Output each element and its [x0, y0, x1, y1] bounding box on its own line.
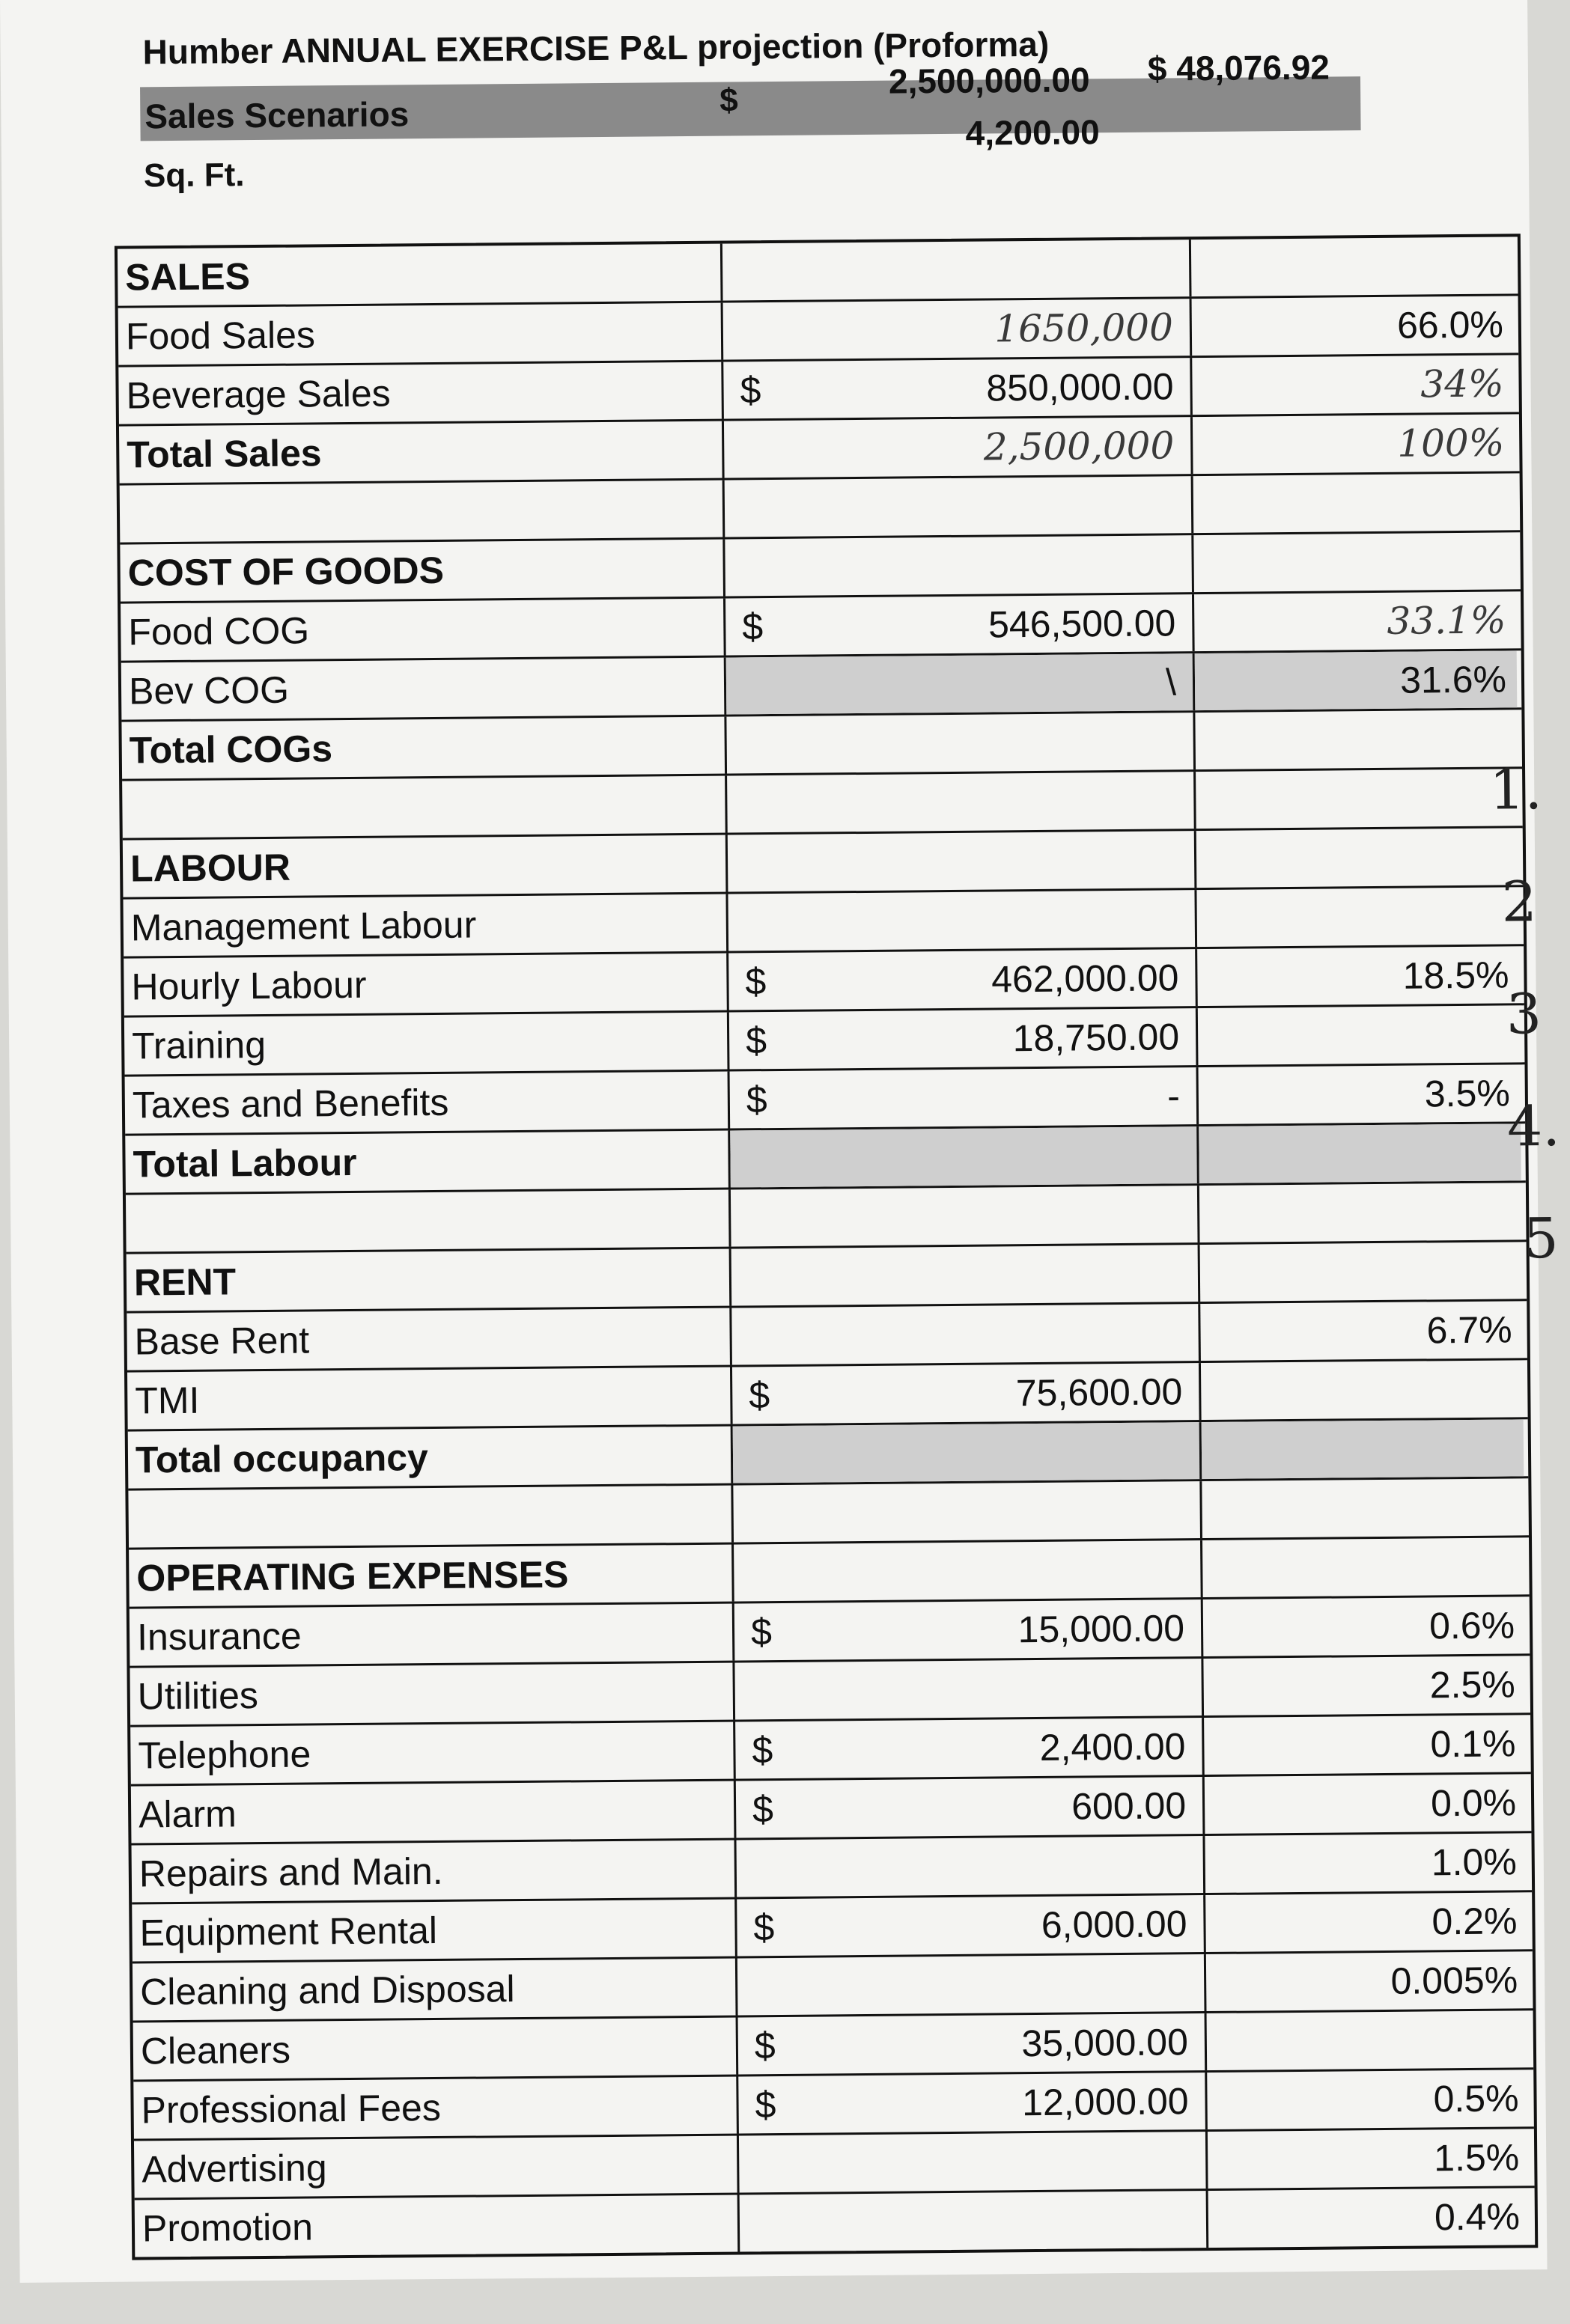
row-label: Repairs and Main. — [132, 1840, 737, 1903]
row-label: SALES — [118, 244, 723, 306]
amount-cell — [734, 1540, 1203, 1601]
row-label: TMI — [127, 1367, 733, 1430]
sales-scenarios-label: Sales Scenarios — [144, 94, 410, 136]
row-label: Cleaning and Disposal — [133, 1959, 738, 2021]
amount-value: 18,750.00 — [1012, 1016, 1180, 1060]
sqft-value: 4,200.00 — [965, 112, 1100, 153]
amount-cell — [731, 1186, 1200, 1246]
amount-value: 75,600.00 — [1015, 1370, 1183, 1415]
percent-cell — [1199, 1183, 1522, 1242]
amount-cell — [738, 2073, 1208, 2133]
row-label: Hourly Labour — [124, 954, 729, 1016]
amount-cell — [731, 1304, 1201, 1364]
currency-symbol: $ — [745, 960, 767, 1003]
row-label: Food Sales — [118, 303, 724, 365]
percent-cell: 34% — [1420, 362, 1504, 406]
currency-symbol: $ — [740, 369, 761, 412]
row-label: Equipment Rental — [132, 1900, 737, 1962]
amount-cell — [723, 358, 1193, 418]
percent-cell — [1193, 473, 1516, 533]
percent-cell: 0.005% — [1390, 1959, 1518, 2002]
sales-scenarios-weekly-value: $ 48,076.92 — [1147, 47, 1330, 88]
percent-cell — [1191, 237, 1514, 296]
percent-cell: 100% — [1397, 421, 1505, 466]
pl-table — [115, 234, 1538, 2260]
amount-cell — [733, 1422, 1202, 1483]
amount-value: 35,000.00 — [1021, 2021, 1189, 2065]
amount-cell — [726, 713, 1196, 773]
row-label: Bev COG — [121, 658, 727, 720]
amount-cell — [725, 594, 1195, 655]
margin-note: 3 — [1506, 982, 1542, 1047]
amount-cell — [734, 1659, 1204, 1719]
amount-cell — [732, 1363, 1202, 1424]
percent-cell: 0.6% — [1428, 1604, 1515, 1647]
amount-value: 2,400.00 — [1039, 1725, 1186, 1769]
row-label: Alarm — [131, 1781, 737, 1843]
amount-cell — [729, 1008, 1199, 1069]
amount-value: 2,500,000 — [983, 424, 1175, 469]
percent-cell — [1202, 1537, 1525, 1597]
margin-note: 5 — [1523, 1206, 1559, 1272]
row-label: RENT — [127, 1249, 732, 1311]
amount-cell — [738, 2013, 1208, 2074]
percent-cell: 3.5% — [1424, 1072, 1511, 1115]
row-label — [128, 1486, 734, 1548]
percent-cell: 0.5% — [1433, 2077, 1519, 2120]
amount-cell — [723, 299, 1193, 359]
row-label: Total Labour — [125, 1131, 731, 1193]
amount-value: 6,000.00 — [1041, 1903, 1187, 1946]
percent-cell: 0.2% — [1431, 1900, 1518, 1943]
row-label: Advertising — [134, 2135, 740, 2198]
margin-note: 4. — [1506, 1094, 1561, 1159]
table-row — [135, 2188, 1536, 2257]
currency-symbol: $ — [749, 1374, 770, 1417]
amount-cell — [725, 535, 1194, 596]
amount-value: 12,000.00 — [1021, 2080, 1189, 2124]
amount-cell — [730, 1126, 1199, 1187]
currency-symbol: $ — [752, 1788, 774, 1831]
margin-note: 1. — [1488, 757, 1543, 823]
percent-cell: 0.1% — [1430, 1722, 1516, 1766]
row-label: Utilities — [130, 1663, 735, 1725]
row-label — [126, 1190, 731, 1252]
amount-cell — [734, 1599, 1204, 1660]
percent-cell: 31.6% — [1195, 650, 1518, 710]
percent-cell — [1196, 887, 1519, 947]
percent-cell — [1193, 532, 1516, 592]
sales-scenarios-currency: $ — [719, 82, 738, 119]
amount-cell — [727, 772, 1196, 832]
amount-cell — [722, 240, 1192, 300]
margin-note: 2 — [1501, 870, 1538, 935]
currency-symbol: $ — [745, 1019, 767, 1062]
currency-symbol: $ — [746, 1079, 767, 1121]
amount-value: 850,000.00 — [986, 365, 1174, 409]
amount-value: - — [1166, 1075, 1181, 1117]
row-label: Cleaners — [133, 2018, 739, 2080]
sqft-label: Sq. Ft. — [143, 156, 245, 195]
percent-cell: 0.0% — [1430, 1781, 1517, 1825]
row-label: Total Sales — [119, 421, 725, 484]
percent-cell: 0.4% — [1434, 2195, 1521, 2239]
row-label: Total occupancy — [128, 1427, 734, 1489]
amount-value: 546,500.00 — [988, 602, 1176, 646]
percent-cell — [1198, 1005, 1521, 1065]
currency-symbol: $ — [755, 2084, 776, 2126]
amount-cell — [737, 1954, 1207, 2015]
percent-cell — [1195, 710, 1518, 769]
amount-cell — [724, 417, 1193, 478]
currency-symbol: $ — [753, 1906, 775, 1949]
row-label: Taxes and Benefits — [125, 1072, 731, 1134]
percent-cell: 1.0% — [1431, 1840, 1518, 1884]
amount-cell — [730, 1067, 1199, 1128]
percent-cell — [1199, 1123, 1521, 1183]
row-label: LABOUR — [123, 835, 728, 897]
percent-cell: 2.5% — [1429, 1663, 1515, 1707]
amount-cell — [735, 1718, 1205, 1778]
percent-cell — [1201, 1360, 1524, 1420]
currency-symbol: $ — [752, 1729, 773, 1772]
percent-cell: 66.0% — [1396, 303, 1504, 347]
row-label: Insurance — [130, 1604, 735, 1666]
percent-cell — [1207, 2010, 1530, 2070]
percent-cell — [1196, 828, 1519, 888]
row-label: Training — [124, 1013, 730, 1075]
row-label: COST OF GOODS — [120, 540, 725, 602]
percent-cell: 6.7% — [1426, 1308, 1512, 1352]
amount-cell — [728, 949, 1198, 1010]
percent-cell: 1.5% — [1434, 2136, 1520, 2180]
amount-cell — [726, 653, 1196, 714]
row-label: Management Labour — [123, 894, 728, 957]
percent-cell — [1200, 1242, 1523, 1302]
amount-cell — [736, 1777, 1205, 1837]
currency-symbol: $ — [750, 1611, 773, 1653]
amount-value: 600.00 — [1071, 1784, 1187, 1828]
amount-cell — [736, 1836, 1205, 1897]
row-label: Base Rent — [127, 1308, 732, 1370]
page-title: Humber ANNUAL EXERCISE P&L projection (Proforma) — [142, 24, 1050, 72]
row-label: Telephone — [130, 1722, 736, 1784]
percent-cell — [1202, 1478, 1524, 1538]
amount-cell — [737, 1895, 1206, 1956]
amount-value: 1650,000 — [994, 305, 1174, 351]
amount-cell — [731, 1245, 1201, 1305]
amount-value: \ — [1165, 661, 1177, 704]
amount-value: 15,000.00 — [1017, 1607, 1185, 1651]
row-label: Promotion — [135, 2195, 740, 2257]
currency-symbol: $ — [742, 606, 764, 648]
percent-cell: 18.5% — [1402, 954, 1509, 997]
amount-cell — [739, 2132, 1208, 2192]
row-label: Food COG — [121, 599, 726, 661]
amount-cell — [733, 1481, 1202, 1542]
amount-cell — [728, 890, 1197, 951]
sales-scenarios-value: 2,500,000.00 — [888, 60, 1090, 101]
amount-cell — [725, 476, 1194, 537]
percent-cell: 33.1% — [1387, 598, 1506, 643]
row-label: OPERATING EXPENSES — [129, 1545, 734, 1607]
row-label: Total COGs — [121, 717, 727, 779]
row-label — [120, 481, 725, 543]
currency-symbol: $ — [754, 2025, 776, 2067]
percent-cell — [1202, 1419, 1524, 1479]
amount-cell — [728, 831, 1197, 891]
row-label: Beverage Sales — [118, 362, 724, 424]
amount-value: 462,000.00 — [991, 957, 1179, 1001]
row-label — [122, 776, 728, 838]
row-label: Professional Fees — [133, 2076, 739, 2138]
amount-cell — [740, 2191, 1209, 2251]
percent-cell — [1196, 769, 1518, 829]
